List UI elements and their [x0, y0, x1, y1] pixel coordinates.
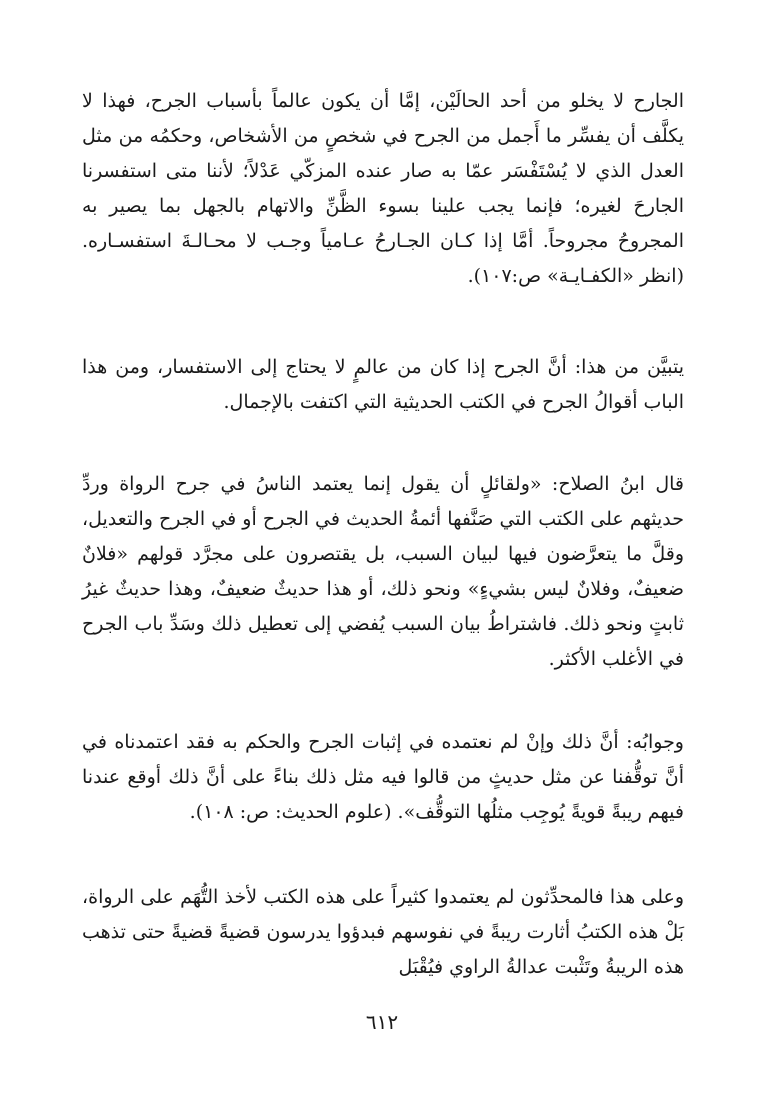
paragraph-jarih-conditions: الجارح لا يخلو من أحد الحالَيْن، إمَّا أن يكون عالماً بأسباب الجرح، فهذا لا يكلَّف أن يفسِّر ما أَجمل من الجرح في شخصٍ من الأشخاص، وحكمُه من مثل العدل الذي لا يُسْتَفْسَر عمّا به صار عنده المزكّي عَدْلاً؛ لأننا متى استفسرنا الجارحَ لغيره؛ فإنما يجب علينا بسوء الظَّنِّ والاتهام بالجهل بما يصير به المجروحُ مجروحاً. أمَّا إذا كـان الجـارحُ عـامياً وجـب لا محـالـةَ استفسـاره. (انظر «الكفـايـة» ص:١٠٧).	[82, 90, 684, 287]
page-number: ٦١٢	[365, 1010, 399, 1034]
paragraph-conclusion: وعلى هذا فالمحدِّثون لم يعتمدوا كثيراً على هذه الكتب لأخذ التُّهَم على الرواة، بَلْ هذه الكتبُ أثارت ريبةً في نفوسهم فبدؤوا يدرسون قضيةً قضيةً حتى تذهب هذه الريبةُ وتَثْبت عدالةُ الراوي فيُقْبَل	[82, 886, 684, 978]
paragraph-answer: وجوابُه: أنَّ ذلك وإنْ لم نعتمده في إثبات الجرح والحكم به فقد اعتمدناه في أنَّ توقُّفنا عن مثل حديثٍ من قالوا فيه مثل ذلك بناءً على أنَّ ذلك أوقع عندنا فيهم ريبةً قويةً يُوجِب مثلُها التوقُّف». (علوم الحديث: ص: ١٠٨).	[82, 731, 684, 823]
paragraph-ibn-salah-quote: قال ابنُ الصلاح: «ولقائلٍ أن يقول إنما يعتمد الناسُ في جرح الرواة وردِّ حديثهم على الكتب التي صَنَّفها أئمةُ الحديث في الجرح أو في الجرح والتعديل، وقلَّ ما يتعرَّضون فيها لبيان السبب، بل يقتصرون على مجرَّد قولهم «فلانٌ ضعيفٌ، وفلانٌ ليس بشيءٍ» ونحو ذلك، أو هذا حديثٌ ضعيفٌ، وهذا حديثٌ غيرُ ثابتٍ ونحو ذلك. فاشتراطُ بيان السبب يُفضي إلى تعطيل ذلك وسَدِّ باب الجرح في الأغلب الأكثر.	[82, 473, 684, 670]
paragraph-clarification: يتبيَّن من هذا: أنَّ الجرح إذا كان من عالمٍ لا يحتاج إلى الاستفسار، ومن هذا الباب أقوالُ الجرح في الكتب الحديثية التي اكتفت بالإجمال.	[82, 356, 684, 413]
